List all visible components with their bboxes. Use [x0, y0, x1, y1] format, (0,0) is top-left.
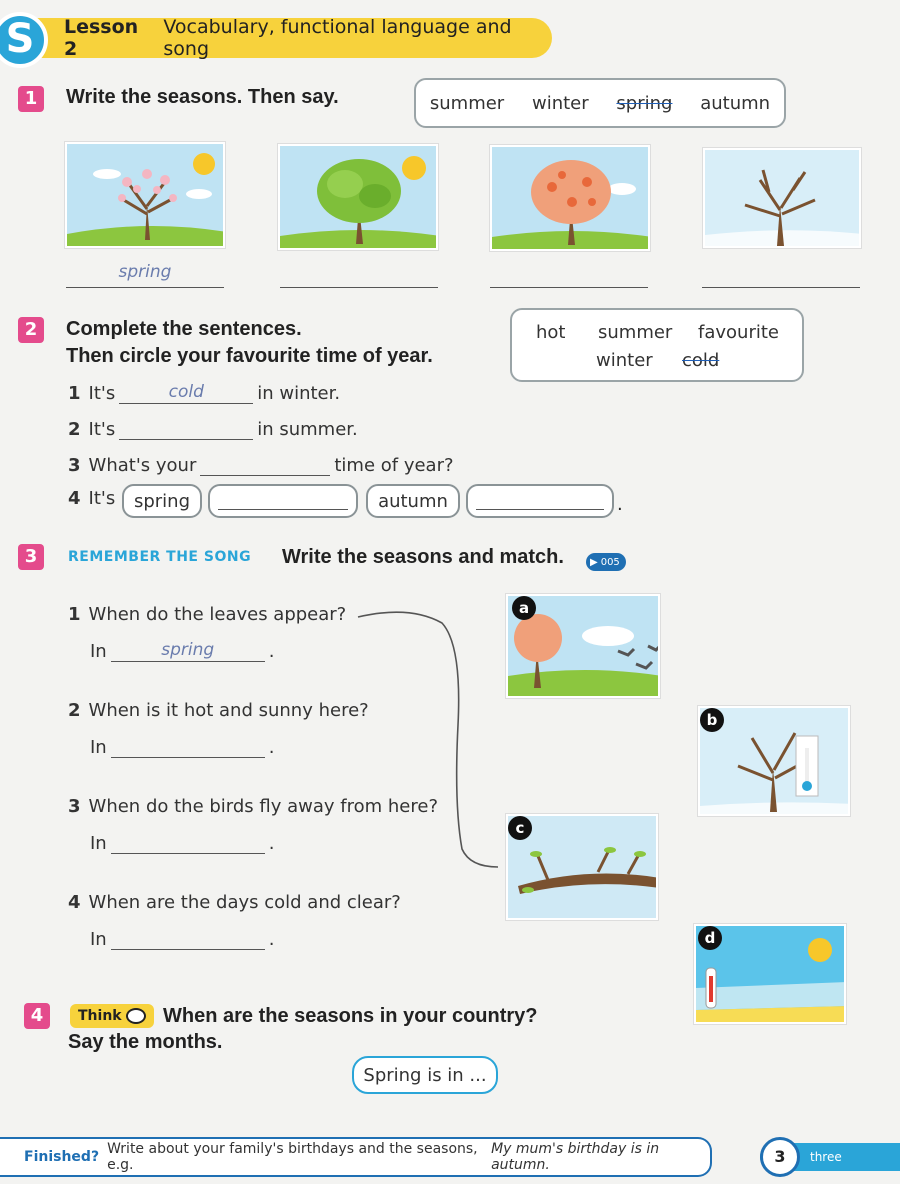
sentence-2: [68, 418, 358, 440]
finished-example: My mum's birthday is in autumn.: [491, 1141, 660, 1173]
answer-1-row: [90, 640, 274, 662]
think-label: [70, 1004, 154, 1028]
lesson-header: [30, 18, 552, 58]
picture-summer-tree: [278, 144, 438, 250]
audio-track-button[interactable]: [586, 553, 626, 571]
picture-autumn-tree: [490, 145, 650, 251]
thought-bubble-icon: [126, 1008, 146, 1024]
answer-period: .: [268, 833, 275, 854]
task-4-title-line2: Say the months.: [68, 1031, 223, 1053]
letter-c-badge: c: [508, 816, 532, 840]
sentence-end: time of year?: [334, 455, 454, 476]
question-2-blank[interactable]: [111, 736, 265, 758]
in-label: In: [90, 833, 107, 854]
speech-bubble: Spring is in ...: [352, 1056, 498, 1094]
sentence-4-period: .: [617, 494, 623, 515]
answer-period: .: [268, 929, 275, 950]
season-pill-spring[interactable]: spring: [122, 484, 202, 518]
question-number: 4: [68, 892, 81, 913]
sentence-end: in winter.: [257, 383, 341, 404]
sentence-start: What's your: [88, 455, 197, 476]
task-3-title: Write the seasons and match.: [282, 546, 564, 568]
answer-period: .: [268, 737, 275, 758]
season-pill-blank-2[interactable]: [466, 484, 614, 518]
answer-line-3[interactable]: [490, 262, 648, 288]
answer-3-row: [90, 832, 274, 854]
finished-text: Write about your family's birthdays and the seasons, e.g.: [107, 1141, 478, 1173]
question-text: When do the leaves appear?: [88, 604, 347, 625]
task-1-title: Write the seasons. Then say.: [66, 86, 339, 108]
lesson-number: Lesson 2: [64, 16, 139, 60]
sentence-start: It's: [88, 419, 116, 440]
task-1-badge: 1: [18, 86, 44, 112]
page-word: three: [810, 1150, 842, 1164]
letter-d-badge: d: [698, 926, 722, 950]
finished-footer: [0, 1137, 712, 1177]
sentence-3: [68, 454, 454, 476]
letter-a-badge: a: [512, 596, 536, 620]
task-2-badge: 2: [18, 317, 44, 343]
sentence-3-blank[interactable]: [200, 454, 330, 476]
word-autumn: autumn: [700, 92, 771, 114]
question-2: [68, 700, 369, 721]
in-label: In: [90, 641, 107, 662]
finished-label: Finished?: [24, 1149, 100, 1165]
word-favourite: favourite: [698, 322, 779, 343]
question-number: 2: [68, 700, 81, 721]
in-label: In: [90, 929, 107, 950]
sentence-number: 4: [68, 488, 81, 509]
sentence-end: in summer.: [257, 419, 358, 440]
question-3-blank[interactable]: [111, 832, 265, 854]
task-4-title-line1: When are the seasons in your country?: [163, 1005, 538, 1027]
match-line: [350, 605, 510, 875]
sentence-1-blank[interactable]: cold: [119, 382, 253, 404]
task-2-word-box: [510, 308, 804, 382]
sentence-number: 3: [68, 455, 81, 476]
in-label: In: [90, 737, 107, 758]
think-text: Think: [78, 1008, 122, 1024]
question-4: [68, 892, 401, 913]
section-badge: S: [0, 12, 48, 68]
task-4-badge: 4: [24, 1003, 50, 1029]
task-2-title-line2: Then circle your favourite time of year.: [66, 345, 433, 367]
word-hot: hot: [536, 322, 566, 343]
audio-track-number: 005: [600, 556, 620, 568]
season-pill-autumn[interactable]: autumn: [366, 484, 460, 518]
task-2-title-line1: Complete the sentences.: [66, 318, 302, 340]
word-cold-crossed: cold: [682, 350, 720, 371]
sentence-2-blank[interactable]: [119, 418, 253, 440]
word-winter: winter: [531, 92, 589, 114]
answer-4-row: [90, 928, 274, 950]
word-winter-2: winter: [596, 350, 653, 371]
question-1-blank[interactable]: spring: [111, 640, 265, 662]
question-text: When do the birds fly away from here?: [88, 796, 438, 817]
sentence-4: [68, 488, 115, 509]
answer-line-1[interactable]: spring: [66, 262, 224, 288]
answer-period: .: [268, 641, 275, 662]
sentence-start: It's: [88, 488, 116, 509]
sentence-number: 1: [68, 383, 81, 404]
task-3-badge: 3: [18, 544, 44, 570]
page-number: 3: [760, 1137, 800, 1177]
question-4-blank[interactable]: [111, 928, 265, 950]
remember-the-song-label: REMEMBER THE SONG: [68, 549, 252, 565]
letter-b-badge: b: [700, 708, 724, 732]
word-spring-crossed: spring: [616, 92, 673, 114]
lesson-title: Vocabulary, functional language and song: [163, 16, 512, 60]
word-summer-2: summer: [598, 322, 673, 343]
picture-winter-tree: [703, 148, 861, 248]
question-text: When are the days cold and clear?: [88, 892, 401, 913]
sentence-start: It's: [88, 383, 116, 404]
speaker-icon: ▶: [590, 556, 598, 568]
question-text: When is it hot and sunny here?: [88, 700, 369, 721]
question-number: 3: [68, 796, 81, 817]
question-number: 1: [68, 604, 81, 625]
answer-line-2[interactable]: [280, 262, 438, 288]
season-pill-blank-1[interactable]: [208, 484, 358, 518]
question-1: [68, 604, 346, 625]
sentence-1: [68, 382, 340, 404]
word-summer: summer: [429, 92, 505, 114]
picture-spring-tree: [65, 142, 225, 248]
answer-2-row: [90, 736, 274, 758]
sentence-number: 2: [68, 419, 81, 440]
answer-line-4[interactable]: [702, 262, 860, 288]
task-1-word-box: [414, 78, 786, 128]
